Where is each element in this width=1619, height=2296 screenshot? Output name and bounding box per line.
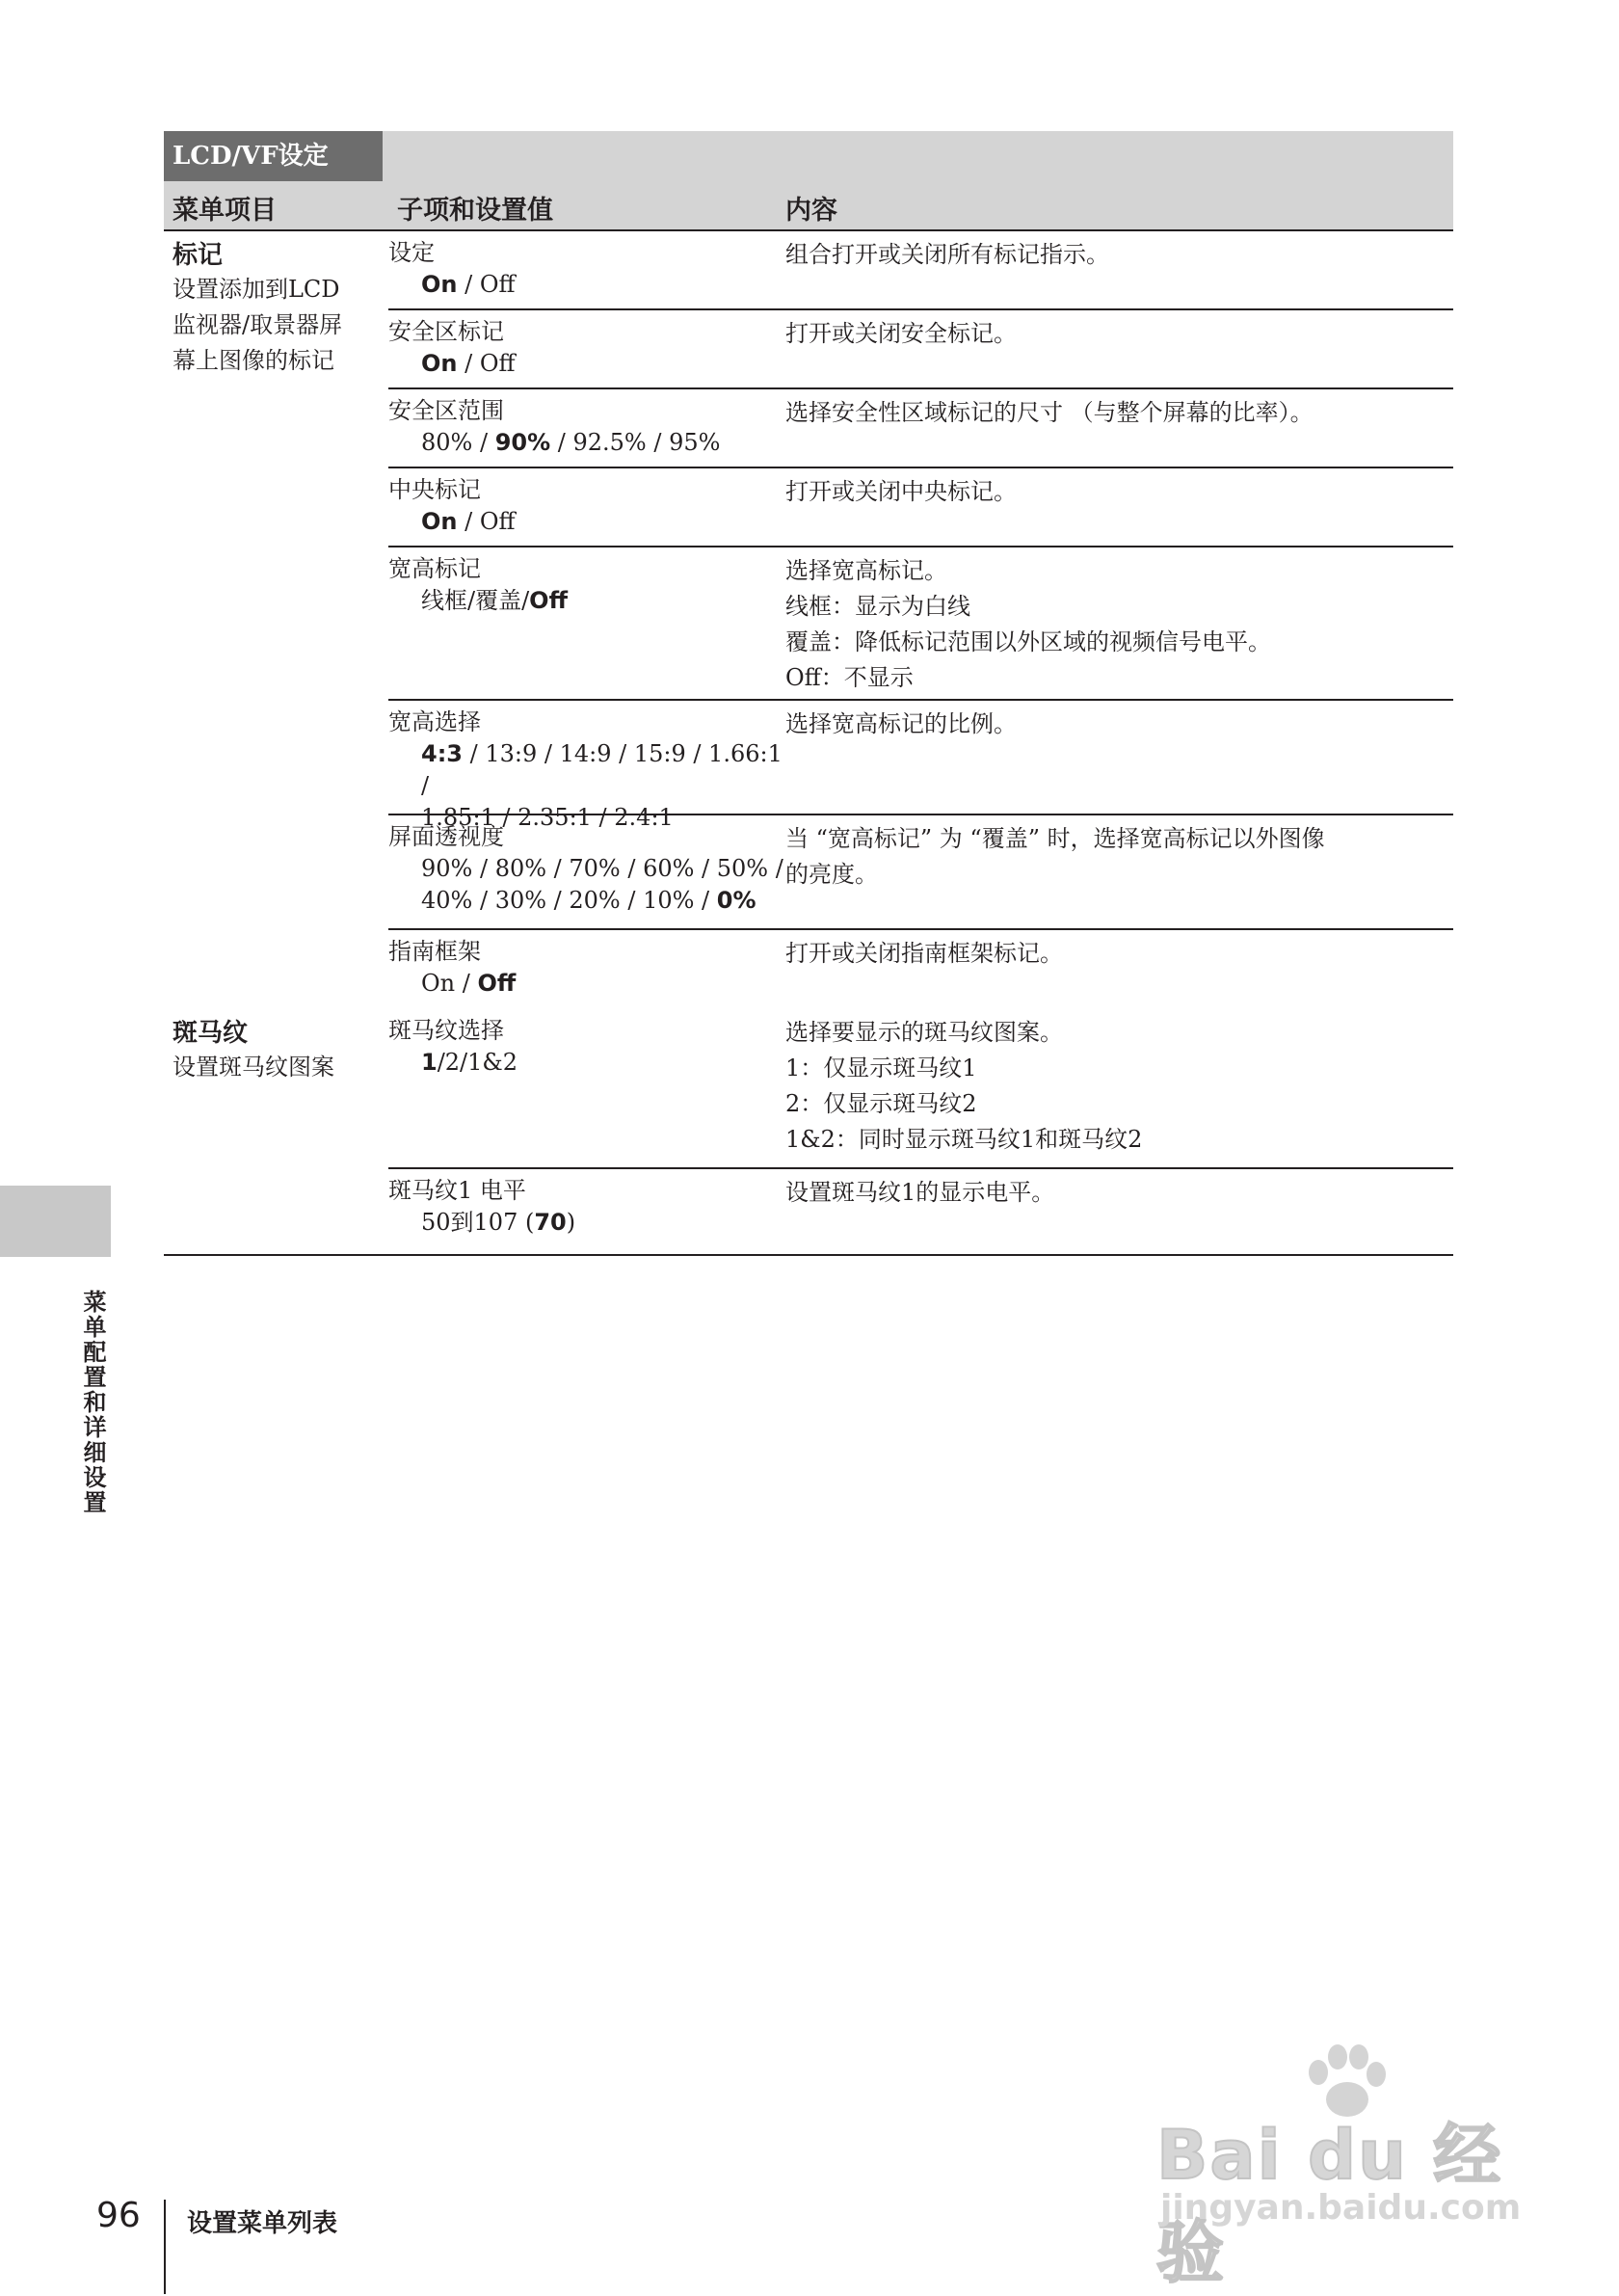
option-value: / 13:9 / 14:9 / 15:9 / 1.66:1 / — [421, 740, 783, 799]
content-line: 2：仅显示斑马纹2 — [785, 1090, 977, 1117]
option-value: /2/1&2 — [437, 1049, 518, 1076]
table-row — [388, 1009, 1453, 1169]
option-value: 50到107 ( — [421, 1209, 535, 1236]
chapter-side-label: 菜单配置和详细设置 — [79, 1290, 106, 1515]
menu-group-desc-line: 设置斑马纹图案 — [173, 1054, 334, 1081]
default-value: 70 — [534, 1209, 567, 1236]
option-value: On / — [421, 970, 478, 997]
default-value: 90% — [494, 429, 551, 456]
section-title-band — [164, 131, 1453, 181]
content-cell — [785, 1175, 1456, 1211]
menu-group-title — [173, 239, 386, 379]
sub-item-label: 宽高选择 — [388, 708, 481, 735]
table-row — [388, 701, 1453, 831]
footer-title: 设置菜单列表 — [187, 2209, 338, 2238]
option-value: 1.85:1 / 2.35:1 / 2.4:1 — [421, 804, 674, 831]
content-line: 1：仅显示斑马纹1 — [785, 1055, 977, 1081]
default-value: On — [421, 508, 458, 535]
setting-values — [388, 738, 783, 802]
default-value: Off — [477, 970, 517, 997]
content-line: Off：不显示 — [785, 664, 914, 691]
option-value: 90% / 80% / 70% / 60% / 50% / — [421, 855, 783, 882]
settings-table — [164, 131, 1453, 1256]
sub-item-cell — [388, 553, 783, 617]
option-value: / 92.5% / 95% — [550, 429, 721, 456]
default-value: 4:3 — [421, 740, 463, 767]
table-row — [388, 389, 1453, 468]
menu-group-name: 斑马纹 — [173, 1019, 249, 1048]
menu-group — [164, 1009, 1453, 1256]
content-cell — [785, 395, 1456, 431]
sub-item-label: 斑马纹1 电平 — [388, 1177, 526, 1204]
content-cell — [785, 553, 1456, 696]
sub-item-cell — [388, 936, 783, 1000]
header-menu-item: 菜单项目 — [173, 196, 277, 226]
setting-values — [388, 1047, 783, 1079]
sub-item-label: 屏面透视度 — [388, 823, 504, 850]
setting-values — [388, 885, 783, 917]
content-line: 覆盖：降低标记范围以外区域的视频信号电平。 — [785, 628, 1271, 655]
content-line: 选择宽高标记的比例。 — [785, 710, 1017, 737]
menu-group-desc-line: 设置添加到LCD — [173, 276, 340, 303]
content-cell — [785, 707, 1456, 742]
sub-item-label: 安全区标记 — [388, 318, 504, 345]
option-value: / Off — [457, 508, 516, 535]
content-line: 线框：显示为白线 — [785, 593, 970, 620]
menu-group — [164, 231, 1453, 1009]
sub-item-label: 宽高标记 — [388, 555, 481, 582]
content-cell — [785, 1015, 1456, 1158]
content-cell — [785, 821, 1456, 893]
table-row — [388, 547, 1453, 701]
option-value: 80% / — [421, 429, 495, 456]
table-row — [388, 231, 1453, 310]
sub-item-label: 中央标记 — [388, 476, 481, 503]
sub-item-cell — [388, 1175, 783, 1239]
sub-item-cell — [388, 474, 783, 538]
setting-values — [388, 853, 783, 885]
sub-item-cell — [388, 237, 783, 301]
section-tab: LCD/VF设定 — [164, 131, 383, 181]
setting-values — [388, 348, 783, 380]
header-content: 内容 — [785, 196, 837, 226]
content-cell — [785, 237, 1456, 273]
content-line: 当 “宽高标记” 为 “覆盖” 时，选择宽高标记以外图像 — [785, 825, 1325, 852]
content-line: 打开或关闭中央标记。 — [785, 478, 1017, 505]
table-row — [388, 468, 1453, 547]
option-value: 线框/覆盖/ — [421, 587, 530, 614]
column-headers — [164, 181, 1453, 231]
table-body — [164, 231, 1453, 1256]
setting-values — [388, 269, 783, 301]
watermark-brand: Bai du 经验 — [1156, 2116, 1503, 2292]
sub-item-label: 斑马纹选择 — [388, 1017, 504, 1044]
sub-item-cell — [388, 821, 783, 917]
setting-values — [388, 1207, 783, 1239]
header-sub-item: 子项和设置值 — [397, 196, 553, 226]
menu-group-desc-line: 监视器/取景器屏 — [173, 311, 343, 338]
menu-group-title — [173, 1017, 386, 1085]
content-cell — [785, 474, 1456, 510]
default-value: Off — [529, 587, 569, 614]
default-value: On — [421, 350, 458, 377]
table-row — [388, 1169, 1453, 1254]
content-line: 1&2：同时显示斑马纹1和斑马纹2 — [785, 1126, 1143, 1153]
table-row — [388, 310, 1453, 389]
baidu-watermark — [1147, 2043, 1552, 2292]
option-value: 40% / 30% / 20% / 10% / — [421, 887, 717, 914]
sub-item-label: 安全区范围 — [388, 397, 504, 424]
table-row — [388, 815, 1453, 930]
option-value: / Off — [457, 271, 516, 298]
option-value: ) — [566, 1209, 576, 1236]
menu-group-name: 标记 — [173, 241, 224, 270]
option-value: / Off — [457, 350, 516, 377]
content-cell — [785, 936, 1456, 972]
side-tab — [0, 1186, 111, 1257]
watermark-url: jingyan.baidu.com — [1160, 2188, 1522, 2228]
content-line: 设置斑马纹1的显示电平。 — [785, 1179, 1055, 1206]
content-line: 打开或关闭指南框架标记。 — [785, 940, 1063, 967]
setting-values — [388, 427, 783, 459]
content-line: 选择安全性区域标记的尺寸 （与整个屏幕的比率）。 — [785, 399, 1314, 426]
sub-item-label: 设定 — [388, 239, 435, 266]
sub-item-label: 指南框架 — [388, 938, 481, 965]
setting-values — [388, 506, 783, 538]
default-value: 1 — [421, 1049, 438, 1076]
content-line: 打开或关闭安全标记。 — [785, 320, 1017, 347]
sub-item-cell — [388, 316, 783, 380]
default-value: On — [421, 271, 458, 298]
content-cell — [785, 316, 1456, 352]
menu-group-desc-line: 幕上图像的标记 — [173, 347, 334, 374]
setting-values — [388, 968, 783, 1000]
table-row — [388, 930, 1453, 1009]
default-value: 0% — [716, 887, 756, 914]
content-line: 选择宽高标记。 — [785, 557, 947, 584]
page-number: 96 — [96, 2196, 141, 2235]
content-line: 组合打开或关闭所有标记指示。 — [785, 241, 1109, 268]
footer-divider — [164, 2200, 166, 2294]
sub-item-cell — [388, 1015, 783, 1079]
content-line: 的亮度。 — [785, 861, 878, 888]
setting-values — [388, 585, 783, 617]
content-line: 选择要显示的斑马纹图案。 — [785, 1019, 1063, 1046]
sub-item-cell — [388, 395, 783, 459]
